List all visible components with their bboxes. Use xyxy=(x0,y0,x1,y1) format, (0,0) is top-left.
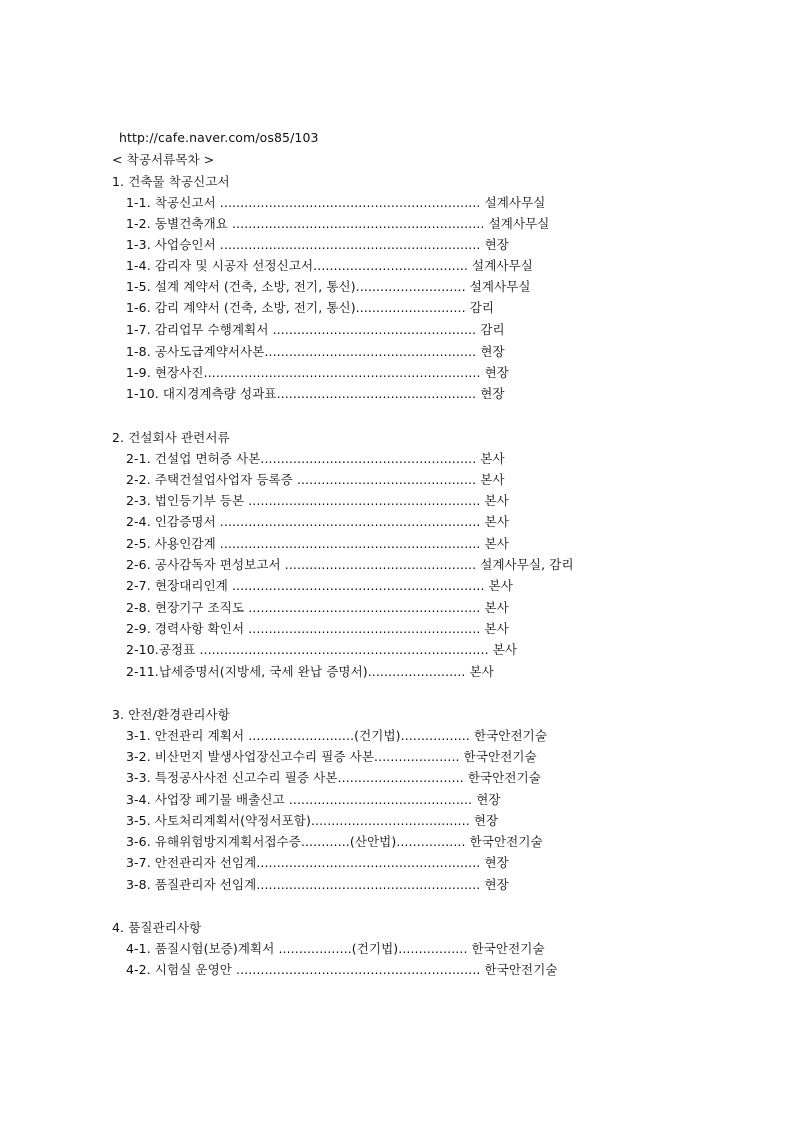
document-title: < 착공서류목차 > xyxy=(112,152,215,167)
list-item: 2-7. 현장대리인계 .............................................................. 본사 xyxy=(126,578,513,593)
list-item: 2-5. 사용인감계 ................................................................ 본사 xyxy=(126,536,509,551)
section-heading: 3. 안전/환경관리사항 xyxy=(112,707,230,722)
list-item: 3-4. 사업장 폐기물 배출신고 ............................................. 현장 xyxy=(126,792,501,807)
section-heading: 4. 품질관리사항 xyxy=(112,920,202,935)
source-url[interactable]: http://cafe.naver.com/os85/103 xyxy=(119,130,319,145)
list-item: 2-9. 경력사항 확인서 ......................................................... 본사 xyxy=(126,621,509,636)
list-item: 1-5. 설계 계약서 (건축, 소방, 전기, 통신)........................... 설계사무실 xyxy=(126,279,531,294)
list-item: 1-6. 감리 계약서 (건축, 소방, 전기, 통신)........................... 감리 xyxy=(126,300,495,315)
list-item: 3-6. 유해위험방지계획서접수증............(산안법)................. 한국안전기술 xyxy=(126,834,543,849)
list-item: 1-2. 동별건축개요 .............................................................. 설계사무실 xyxy=(126,216,550,231)
list-item: 1-4. 감리자 및 시공자 선정신고서...................................... 설계사무실 xyxy=(126,258,533,273)
list-item: 3-8. 품질관리자 선임계....................................................... 현장 xyxy=(126,877,509,892)
list-item: 1-10. 대지경계측량 성과표................................................. 현장 xyxy=(126,386,505,401)
list-item: 2-2. 주택건설업사업자 등록증 ............................................ 본사 xyxy=(126,472,505,487)
list-item: 4-1. 품질시험(보증)계획서 ..................(건기법)................. 한국안전기술 xyxy=(126,941,545,956)
list-item: 3-1. 안전관리 계획서 ..........................(건기법)................. 한국안전기술 xyxy=(126,728,547,743)
list-item: 2-3. 법인등기부 등본 ......................................................... 본사 xyxy=(126,493,509,508)
list-item: 1-8. 공사도급계약서사본.................................................... 현장 xyxy=(126,344,505,359)
list-item: 3-3. 특정공사사전 신고수리 필증 사본............................... 한국안전기술 xyxy=(126,770,541,785)
list-item: 2-10.공정표 ....................................................................... 본사 xyxy=(126,642,518,657)
list-item: 2-11.납세증명서(지방세, 국세 완납 증명서)........................ 본사 xyxy=(126,664,494,679)
section-heading: 2. 건설회사 관련서류 xyxy=(112,430,230,445)
list-item: 4-2. 시험실 운영안 ............................................................ 한국안전기술 xyxy=(126,962,558,977)
list-item: 1-9. 현장사진.................................................................... 현장 xyxy=(126,365,509,380)
section-heading: 1. 건축물 착공신고서 xyxy=(112,174,230,189)
list-item: 1-7. 감리업무 수행계획서 .................................................. 감리 xyxy=(126,322,505,337)
list-item: 3-7. 안전관리자 선임계....................................................... 현장 xyxy=(126,855,509,870)
list-item: 3-2. 비산먼지 발생사업장신고수리 필증 사본..................... 한국안전기술 xyxy=(126,749,537,764)
list-item: 2-1. 건설업 면허증 사본..................................................... 본사 xyxy=(126,451,505,466)
list-item: 3-5. 사토처리계획서(약정서포함)....................................... 현장 xyxy=(126,813,499,828)
list-item: 2-4. 인감증명서 ................................................................ 본사 xyxy=(126,514,509,529)
list-item: 1-1. 착공신고서 ................................................................ 설계사무실 xyxy=(126,195,546,210)
list-item: 1-3. 사업승인서 ................................................................ 현장 xyxy=(126,237,509,252)
list-item: 2-8. 현장기구 조직도 ......................................................... 본사 xyxy=(126,600,509,615)
list-item: 2-6. 공사감독자 편성보고서 ............................................... 설계사무실, 감리 xyxy=(126,557,574,572)
